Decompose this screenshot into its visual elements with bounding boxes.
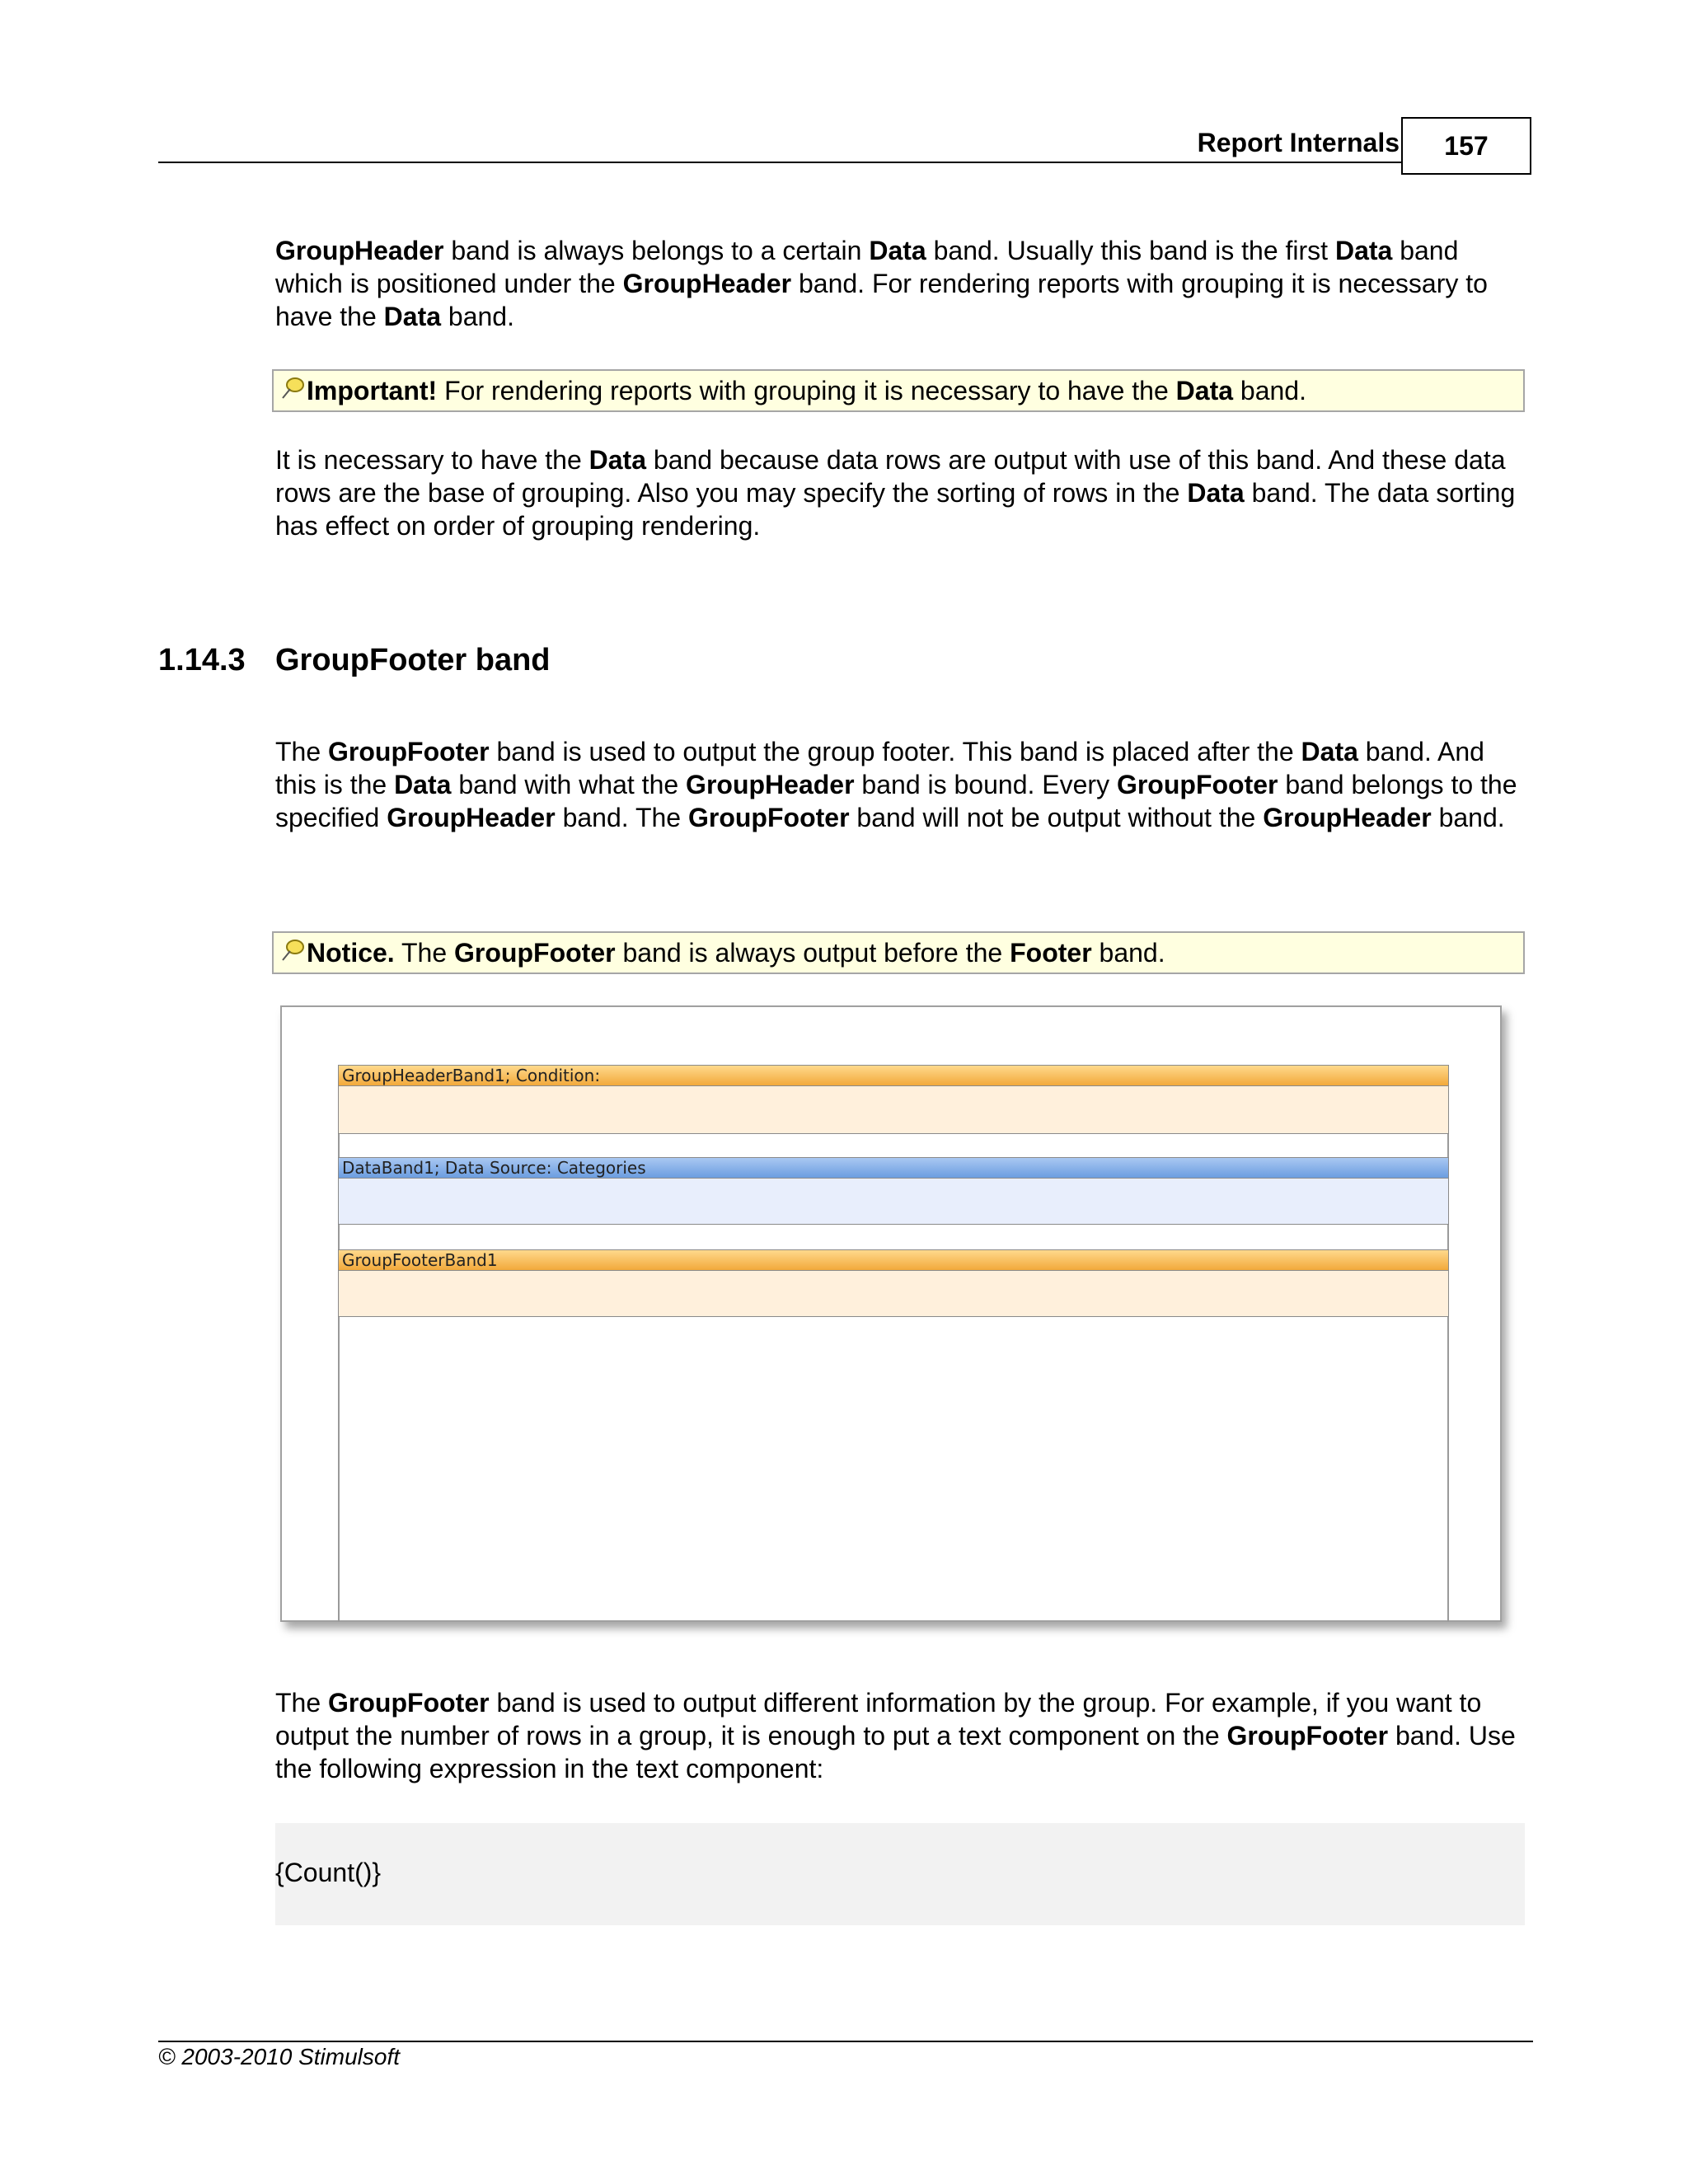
- group-header-band[interactable]: [338, 1086, 1449, 1134]
- pin-icon: [280, 938, 305, 963]
- page-number: 157: [1401, 117, 1531, 175]
- paragraph-groupfooter: The GroupFooter band is used to output the group footer. This band is placed after the Data band. And this is the Data band with what the GroupHeader band is bound. Every GroupFooter band belongs to the specified GroupHeader band. The GroupFooter band will not be output without the GroupHeader band.: [275, 737, 1517, 832]
- notice-label: Notice.: [307, 938, 395, 968]
- notice-callout: Notice. The GroupFooter band is always output before the Footer band.: [272, 931, 1525, 974]
- page-margin-left: [338, 1065, 340, 1622]
- running-header-title: Report Internals: [1197, 128, 1400, 157]
- group-header-band-title[interactable]: GroupHeaderBand1; Condition:: [338, 1065, 1449, 1086]
- report-designer-figure: [280, 1005, 1502, 1622]
- pin-icon: [280, 376, 305, 401]
- paragraph-data-band: It is necessary to have the Data band because data rows are output with use of this band. And these data rows are the base of grouping. Also you may specify the sorting of rows in the Data band. The data sorting has effect on order of grouping rendering.: [275, 445, 1516, 541]
- header-rule: [158, 162, 1401, 163]
- section-title: GroupFooter band: [275, 643, 551, 677]
- group-footer-band-title[interactable]: GroupFooterBand1: [338, 1249, 1449, 1271]
- copyright-footer: © 2003-2010 Stimulsoft: [158, 2044, 401, 2069]
- section-number: 1.14.3: [158, 643, 246, 677]
- page-margin-right: [1447, 1065, 1449, 1622]
- paragraph-count-usage: The GroupFooter band is used to output different information by the group. For example, if you want to output the number of rows in a group, it is enough to put a text component on the GroupFooter band. Use the following expression in the text component:: [275, 1688, 1516, 1783]
- data-band-title[interactable]: DataBand1; Data Source: Categories: [338, 1157, 1449, 1179]
- important-callout: Important! For rendering reports with grouping it is necessary to have the Data band.: [272, 369, 1525, 412]
- important-label: Important!: [307, 376, 438, 405]
- group-footer-band[interactable]: [338, 1271, 1449, 1317]
- code-expression: {Count()}: [275, 1823, 1525, 1925]
- footer-rule: [158, 2041, 1533, 2042]
- paragraph-groupheader: GroupHeader band is always belongs to a certain Data band. Usually this band is the first Data band which is positioned under the GroupHeader band. For rendering reports with grouping it is necessary to have the Data band.: [275, 236, 1488, 331]
- data-band[interactable]: [338, 1179, 1449, 1225]
